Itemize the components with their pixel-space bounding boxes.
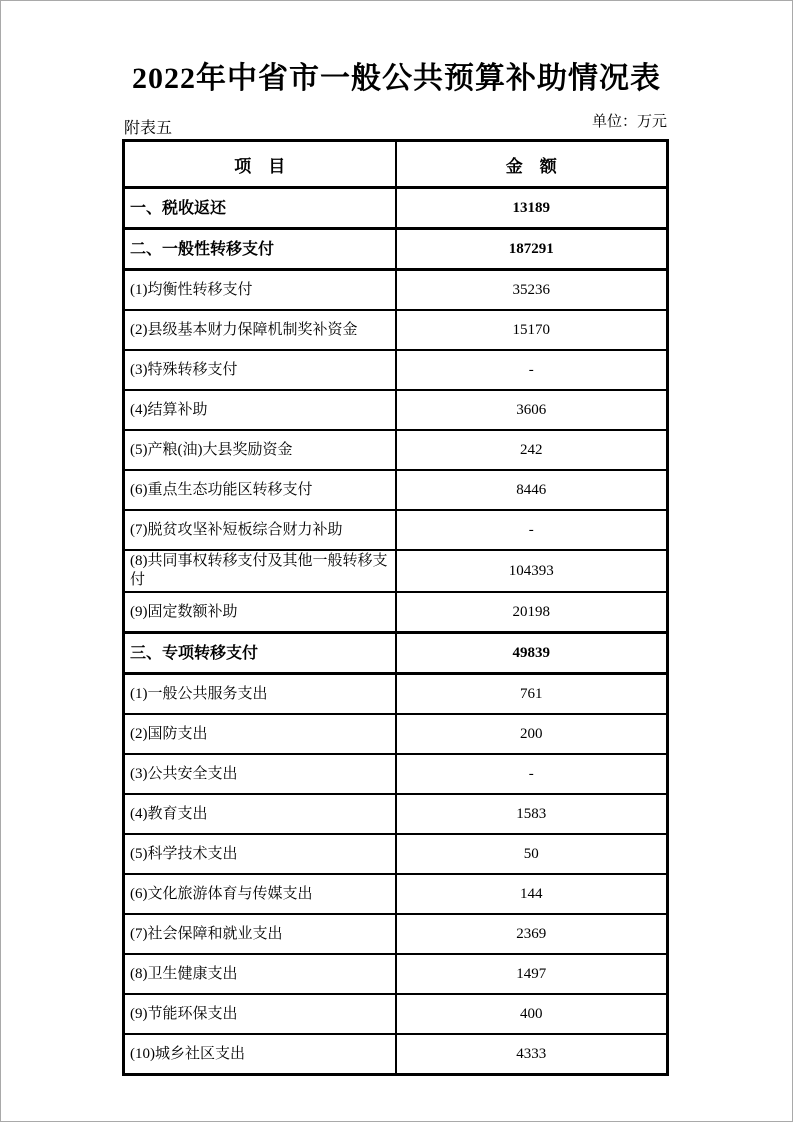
amount-cell: 761 — [396, 674, 668, 715]
amount-cell: - — [396, 510, 668, 550]
amount-cell: 50 — [396, 834, 668, 874]
table-row — [124, 510, 668, 550]
item-cell: 一、税收返还 — [124, 188, 396, 229]
amount-cell: 20198 — [396, 592, 668, 633]
amount-cell: 49839 — [396, 633, 668, 674]
table-row — [124, 430, 668, 470]
table-header-row — [124, 141, 668, 188]
amount-cell: 8446 — [396, 470, 668, 510]
table-row — [124, 270, 668, 311]
item-cell: (4)教育支出 — [124, 794, 396, 834]
item-cell: (9)节能环保支出 — [124, 994, 396, 1034]
table-row — [124, 754, 668, 794]
item-cell: (10)城乡社区支出 — [124, 1034, 396, 1075]
table-row — [124, 794, 668, 834]
item-cell: (5)科学技术支出 — [124, 834, 396, 874]
item-cell: (6)重点生态功能区转移支付 — [124, 470, 396, 510]
amount-cell: 144 — [396, 874, 668, 914]
item-cell: (2)县级基本财力保障机制奖补资金 — [124, 310, 396, 350]
table-row — [124, 390, 668, 430]
table-row — [124, 874, 668, 914]
table-row — [124, 350, 668, 390]
item-cell: (3)公共安全支出 — [124, 754, 396, 794]
amount-cell: 400 — [396, 994, 668, 1034]
amount-cell: 104393 — [396, 550, 668, 592]
attachment-label: 附表五 — [124, 120, 173, 137]
item-cell: (7)脱贫攻坚补短板综合财力补助 — [124, 510, 396, 550]
amount-cell: 187291 — [396, 229, 668, 270]
amount-cell: 242 — [396, 430, 668, 470]
unit-label: 单位：万元 — [591, 114, 667, 130]
amount-cell: 13189 — [396, 188, 668, 229]
table-row — [124, 470, 668, 510]
table-body — [124, 188, 668, 1075]
amount-cell: 1497 — [396, 954, 668, 994]
item-cell: (9)固定数额补助 — [124, 592, 396, 633]
table-row — [124, 674, 668, 715]
item-cell: (4)结算补助 — [124, 390, 396, 430]
table-row — [124, 310, 668, 350]
page-title: 2022年中省市一般公共预算补助情况表 — [132, 62, 661, 95]
item-cell: (3)特殊转移支付 — [124, 350, 396, 390]
amount-cell: 15170 — [396, 310, 668, 350]
amount-cell: - — [396, 754, 668, 794]
table-meta-row — [123, 105, 669, 138]
amount-cell: - — [396, 350, 668, 390]
amount-cell: 2369 — [396, 914, 668, 954]
table-row — [124, 550, 668, 592]
item-column-header: 项 目 — [124, 141, 396, 188]
item-cell: (5)产粮(油)大县奖励资金 — [124, 430, 396, 470]
table-row — [124, 954, 668, 994]
item-cell: (1)一般公共服务支出 — [124, 674, 396, 715]
item-cell: (1)均衡性转移支付 — [124, 270, 396, 311]
table-row — [124, 994, 668, 1034]
amount-cell: 200 — [396, 714, 668, 754]
item-cell: (6)文化旅游体育与传媒支出 — [124, 874, 396, 914]
amount-cell: 4333 — [396, 1034, 668, 1075]
amount-cell: 1583 — [396, 794, 668, 834]
table-row — [124, 229, 668, 270]
amount-column-header: 金 额 — [396, 141, 668, 188]
item-cell: 二、一般性转移支付 — [124, 229, 396, 270]
amount-cell: 35236 — [396, 270, 668, 311]
item-cell: (7)社会保障和就业支出 — [124, 914, 396, 954]
table-row — [124, 592, 668, 633]
table-row — [124, 714, 668, 754]
amount-cell: 3606 — [396, 390, 668, 430]
table-row — [124, 633, 668, 674]
table-row — [124, 1034, 668, 1075]
item-cell: 三、专项转移支付 — [124, 633, 396, 674]
table-row — [124, 834, 668, 874]
item-cell: (8)共同事权转移支付及其他一般转移支付 — [124, 550, 396, 592]
item-cell: (8)卫生健康支出 — [124, 954, 396, 994]
table-row — [124, 188, 668, 229]
table-row — [124, 914, 668, 954]
item-cell: (2)国防支出 — [124, 714, 396, 754]
budget-table — [122, 139, 669, 1076]
